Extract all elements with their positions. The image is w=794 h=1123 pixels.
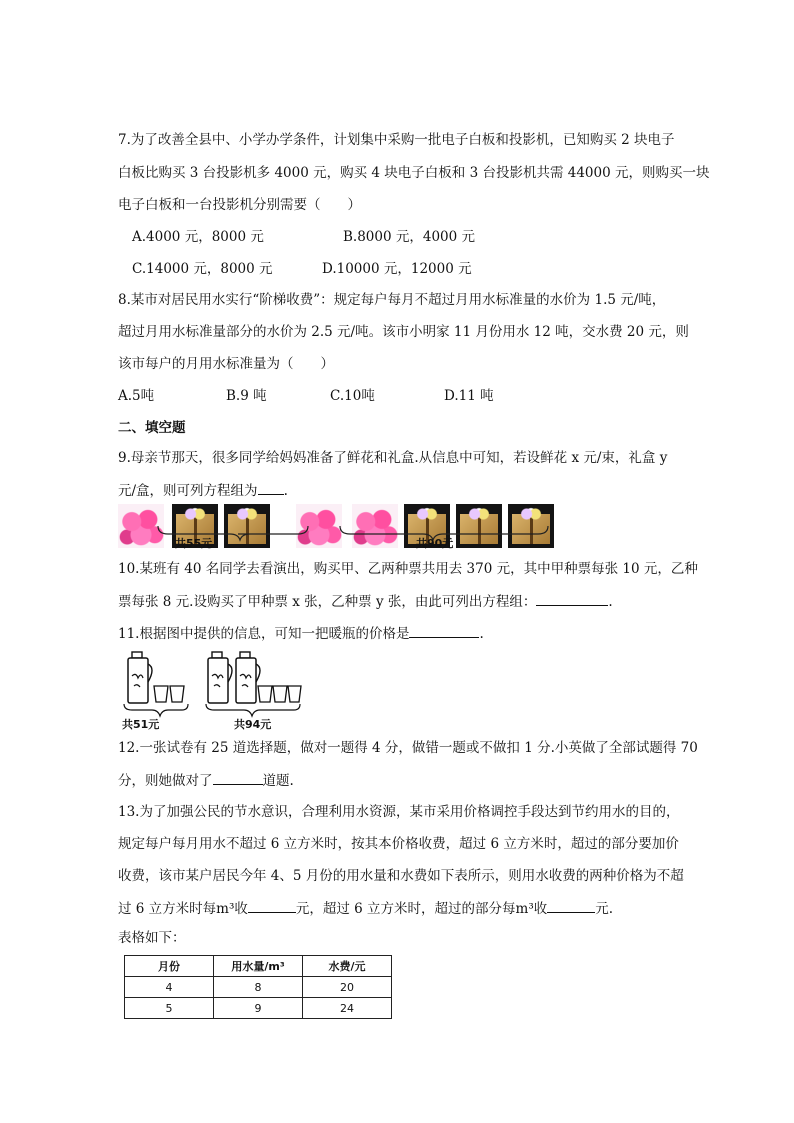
q8-option-b: B.9 吨 xyxy=(226,388,267,404)
q13-table-intro: 表格如下： xyxy=(118,930,186,946)
q9-label-left: 共55元 xyxy=(175,537,213,550)
table-header-cell: 月份 xyxy=(125,956,214,977)
q8-option-a: A.5吨 xyxy=(118,388,155,404)
q9-line-1: 9.母亲节那天，很多同学给妈妈准备了鲜花和礼盒.从信息中可知，若设鲜花 x 元/束，礼盒 y xyxy=(118,450,668,466)
q10-line-2-text: 票每张 8 元.设购买了甲种票 x 张，乙种票 y 张，由此可列出方程组： xyxy=(118,594,537,610)
q11-answer-blank[interactable] xyxy=(409,623,479,638)
q13-line-2: 规定每户每月用水不超过 6 立方米时，按其本价格收费，超过 6 立方米时，超过的部分要加价 xyxy=(118,836,679,852)
q7-option-a: A.4000 元，8000 元 xyxy=(132,229,264,245)
cup-icon xyxy=(273,686,287,702)
q13-line-3: 收费，该市某户居民今年 4、5 月份的用水量和水费如下表所示，则用水收费的两种价格为不超 xyxy=(118,868,684,884)
q11-label-right: 共94元 xyxy=(234,718,272,731)
q13-line-4-text-a: 过 6 立方米时每m³收 xyxy=(118,901,248,917)
q8-option-c: C.10吨 xyxy=(330,388,375,404)
q13-answer-blank-1[interactable] xyxy=(248,898,296,913)
q12-line-2-end: 道题. xyxy=(262,773,294,789)
brace-left-shape xyxy=(124,704,188,716)
cup-icon xyxy=(288,686,301,702)
q11-line-end: . xyxy=(479,626,484,642)
table-row xyxy=(125,998,392,1019)
q13-line-1: 13.为了加强公民的节水意识，合理利用水资源，某市采用价格调控手段达到节约用水的目的， xyxy=(118,804,680,820)
thermos-icon xyxy=(236,652,260,703)
q8-line-2: 超过月用水标准量部分的水价为 2.5 元/吨。该市小明家 11 月份用水 12 吨，交水费 20 元，则 xyxy=(118,324,689,340)
table-cell: 24 xyxy=(303,998,392,1019)
q7-option-c: C.14000 元，8000 元 xyxy=(132,261,273,277)
water-usage-table xyxy=(124,955,392,1019)
q9-line-2 xyxy=(118,480,288,501)
table-row xyxy=(125,977,392,998)
q13-line-4-text-b: 元，超过 6 立方米时，超过的部分每m³收 xyxy=(295,901,548,917)
q11-line xyxy=(118,623,484,644)
table-cell: 8 xyxy=(214,977,303,998)
table-cell: 20 xyxy=(303,977,392,998)
q7-option-d: D.10000 元，12000 元 xyxy=(322,261,472,277)
cup-icon xyxy=(154,686,168,702)
section-title-fill-blank: 二、填空题 xyxy=(118,420,186,436)
q12-line-1: 12.一张试卷有 25 道选择题，做对一题得 4 分，做错一题或不做扣 1 分.小英做了全部试题得 70 xyxy=(118,740,698,756)
q9-answer-blank[interactable] xyxy=(258,480,284,495)
table-cell: 4 xyxy=(125,977,214,998)
q7-line-1: 7.为了改善全县中、小学办学条件，计划集中采购一批电子白板和投影机，已知购买 2 块电子 xyxy=(118,132,675,148)
q10-line-2 xyxy=(118,591,613,612)
q8-line-3: 该市每户的月用水标准量为（ ） xyxy=(118,356,334,372)
table-cell: 5 xyxy=(125,998,214,1019)
q7-line-3: 电子白板和一台投影机分别需要（ ） xyxy=(118,197,361,213)
table-cell: 9 xyxy=(214,998,303,1019)
q8-option-d: D.11 吨 xyxy=(444,388,494,404)
q10-line-1: 10.某班有 40 名同学去看演出，购买甲、乙两种票共用去 370 元，其中甲种票每张 10 元，乙种 xyxy=(118,561,698,577)
q9-line-2-text: 元/盒，则可列方程组为 xyxy=(118,483,258,499)
q13-answer-blank-2[interactable] xyxy=(547,898,595,913)
brace-right-shape xyxy=(206,704,300,716)
q8-line-1: 8.某市对居民用水实行“阶梯收费”：规定每户每月不超过月用水标准量的水价为 1.5 元/吨， xyxy=(118,292,666,308)
q7-option-b: B.8000 元，4000 元 xyxy=(343,229,476,245)
table-header-cell: 水费/元 xyxy=(303,956,392,977)
q9-line-2-end: . xyxy=(283,483,288,499)
q11-line-text: 11.根据图中提供的信息，可知一把暖瓶的价格是 xyxy=(118,626,410,642)
thermos-icon xyxy=(128,652,152,703)
q12-line-2-text: 分，则她做对了 xyxy=(118,773,213,789)
q12-line-2 xyxy=(118,770,294,791)
q12-answer-blank[interactable] xyxy=(213,770,263,785)
table-header-row xyxy=(125,956,392,977)
thermos-icon xyxy=(208,652,232,703)
cup-icon xyxy=(258,686,272,702)
cup-icon xyxy=(170,686,184,702)
q11-label-left: 共51元 xyxy=(122,718,160,731)
q7-line-2: 白板比购买 3 台投影机多 4000 元，购买 4 块电子白板和 3 台投影机共需 44000 元，则购买一块 xyxy=(118,165,710,181)
table-header-cell: 用水量/m³ xyxy=(214,956,303,977)
q13-line-4-end: 元. xyxy=(595,901,614,917)
q9-label-right: 共90元 xyxy=(416,537,454,550)
q10-line-2-end: . xyxy=(608,594,613,610)
q13-line-4 xyxy=(118,898,613,919)
q10-answer-blank[interactable] xyxy=(536,591,608,606)
